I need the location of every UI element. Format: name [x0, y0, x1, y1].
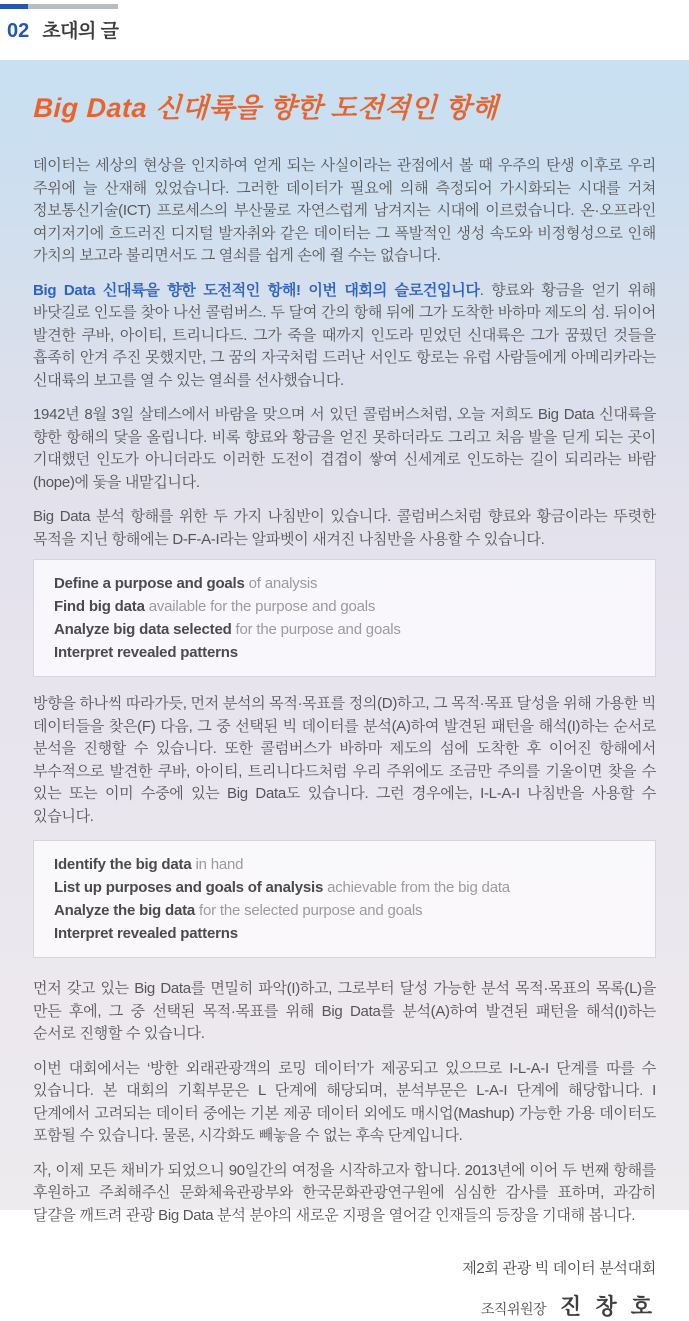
slogan-highlight: Big Data 신대륙을 향한 도전적인 항해! 이번 대회의 슬로건입니다	[33, 281, 480, 299]
dfai-item-analyze: Analyze big data selected for the purpose and goals	[54, 621, 401, 638]
paragraph-dfai-explain: 방향을 하나씩 따라가듯, 먼저 분석의 목적·목표를 정의(D)하고, 그 목적·목표 달성을 위해 가용한 빅 데이터들을 찾은(F) 다음, 그 중 선택된 빅 데이터를 분석(A)하여 발견된 패턴을 해석(I)하는 순서로 분석을 진행할 수 있습니다. 또한 콜럼버스가 바하마 제도의 섬에 도착한 후 이어진 항해에서 부수적으로 발견한 쿠바, 아이티, 트리니다드처럼 우리 주위에도 조금만 주의를 기울이면 찾을 수 있는 또는 이미 수중에 있는 Big Data도 있습니다. 그런 경우에는, I-L-A-I 나침반을 사용할 수 있습니다.	[33, 695, 656, 825]
content-panel	[0, 60, 689, 1319]
paragraph-compass-intro: Big Data 분석 항해를 위한 두 가지 나침반이 있습니다. 콜럼버스처럼 향료와 황금이라는 뚜렷한 목적을 지닌 항해에는 D-F-A-I라는 알파벳이 새겨진 나침반을 사용할 수 있습니다.	[33, 508, 656, 548]
header-row	[0, 9, 689, 43]
ilai-item-analyze: Analyze the big data for the selected purpose and goals	[54, 902, 423, 919]
signature-event: 제2회 관광 빅 데이터 분석대회	[462, 1260, 656, 1277]
section-title: 초대의 글	[42, 21, 119, 42]
paragraph-ilai-explain: 먼저 갖고 있는 Big Data를 면밀히 파악(I)하고, 그로부터 달성 가능한 분석 목적·목표의 목록(L)을 만든 후에, 그 중 선택된 목적·목표를 위해 Big Data를 분석(A)하여 발견된 패턴을 해석(I)하는 순서로 진행할 수 있습니다.	[33, 980, 656, 1042]
dfai-item-define: Define a purpose and goals of analysis	[54, 575, 318, 592]
slogan-rest: . 향료와 황금을 얻기 위해 바닷길로 인도를 찾아 나선 콜럼버스. 두 달여 간의 항해 뒤에 그가 도착한 바하마 제도의 섬. 뒤이어 발견한 쿠바, 아이티, 트리니다드. 그가 죽을 때까지 인도라 믿었던 신대륙은 그가 꿈꿨던 것들을 흡족히 안겨 주진 못했지만, 그 꿈의 자국처럼 드러난 서인도 항로는 유럽 사람들에게 아메리카라는 신대륙의 보고를 열 수 있는 열쇠를 선사했습니다.	[33, 281, 656, 389]
dfai-item-find: Find big data available for the purpose and goals	[54, 598, 376, 615]
ilai-item-list: List up purposes and goals of analysis achievable from the big data	[54, 879, 510, 896]
paragraph-intro: 데이터는 세상의 현상을 인지하여 얻게 되는 사실이라는 관점에서 볼 때 우주의 탄생 이후로 우리 주위에 늘 산재해 있었습니다. 그러한 데이터가 필요에 의해 측정되어 가시화되는 시대를 거쳐 정보통신기술(ICT) 프로세스의 부산물로 자연스럽게 남겨지는 시대에 이르렀습니다. 온·오프라인 여기저기에 흐드러진 디지털 발자취와 같은 데이터는 그 폭발적인 생성 속도와 비정형성으로 인해 가치의 보고라 불리면서도 그 열쇠를 쉽게 손에 쥘 수는 없습니다.	[33, 157, 656, 264]
ilai-compass-box	[33, 840, 656, 958]
ilai-item-identify: Identify the big data in hand	[54, 856, 244, 873]
header-bar-track	[0, 4, 118, 9]
signature-line	[33, 1290, 656, 1321]
ilai-item-interpret: Interpret revealed patterns	[54, 925, 238, 942]
signature-role: 조직위원장	[480, 1301, 547, 1317]
paragraph-contest-data: 이번 대회에서는 ‘방한 외래관광객의 로밍 데이터’가 제공되고 있으므로 I-L-A-I 단계를 따를 수 있습니다. 본 대회의 기획부문은 L 단계에 해당되며, 분석부문은 L-A-I 단계에 해당합니다. I 단계에서 고려되는 데이터 중에는 기본 제공 데이터 외에도 매시업(Mashup) 가능한 가용 데이터도 포함될 수 있습니다. 물론, 시각화도 빼놓을 수 없는 후속 단계입니다.	[33, 1059, 656, 1144]
paragraph-columbus: 1942년 8월 3일 살테스에서 바람을 맞으며 서 있던 콜럼버스처럼, 오늘 저희도 Big Data 신대륙을 향한 항해의 닻을 올립니다. 비록 향료와 황금을 얻진 못하더라도 그리고 처음 발을 딛게 되는 곳이 기대했던 인도가 아니더라도 이러한 도전이 겹겹이 쌓여 신세계로 인도하는 길이 되리라는 바람(hope)에 돛을 내맡깁니다.	[33, 406, 656, 491]
signature-name: 진 창 호	[560, 1294, 656, 1319]
dfai-compass-box	[33, 559, 656, 677]
dfai-item-interpret: Interpret revealed patterns	[54, 644, 238, 661]
section-number: 02	[7, 20, 30, 42]
signature-block	[33, 1257, 656, 1321]
paragraph-closing: 자, 이제 모든 채비가 되었으니 90일간의 여정을 시작하고자 합니다. 2013년에 이어 두 번째 항해를 후원하고 주최해주신 문화체육관광부와 한국문화관광연구원에 심심한 감사를 표하며, 과감히 달걀을 깨트려 관광 Big Data 분석 분야의 새로운 지평을 열어갈 인재들의 등장을 기대해 봅니다.	[33, 1161, 656, 1224]
paragraph-slogan	[33, 280, 656, 393]
header-bar-accent	[0, 4, 28, 9]
page-header	[0, 0, 689, 43]
main-title: Big Data 신대륙을 향한 도전적인 항해	[33, 93, 499, 123]
